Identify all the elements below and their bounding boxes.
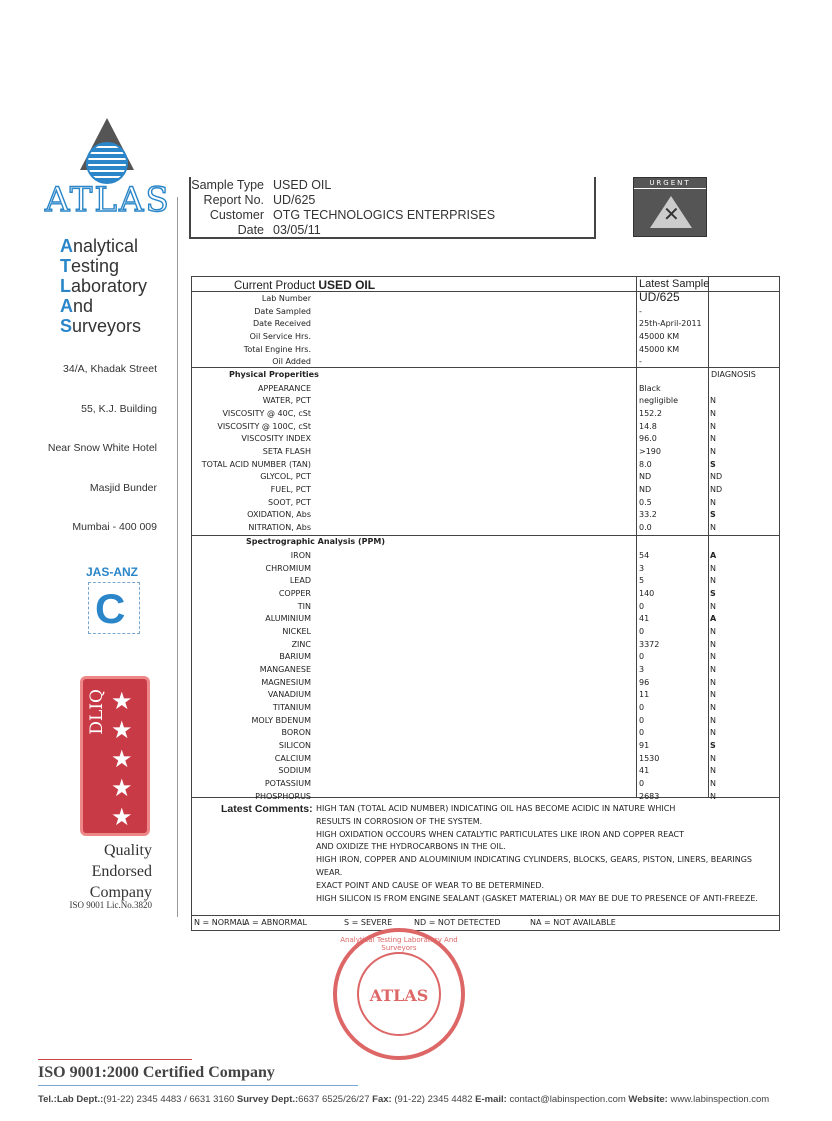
table-row	[192, 651, 779, 664]
row-diagnosis: N	[710, 702, 716, 712]
row-value: 33.2	[639, 510, 657, 520]
table-row	[192, 575, 779, 588]
iso-certified: ISO 9001:2000 Certified Company	[38, 1064, 275, 1081]
table-row	[192, 626, 779, 639]
latest-sample-header: Latest Sample	[639, 278, 710, 290]
row-value: ND	[639, 484, 652, 494]
row-value: 8.0	[639, 459, 652, 469]
row-diagnosis: N	[710, 434, 716, 444]
row-value: >190	[639, 446, 661, 456]
row-label: GLYCOL, PCT	[260, 472, 311, 482]
logo-text: ATLAS	[45, 180, 171, 220]
table-row	[192, 791, 779, 804]
row-label: SOOT, PCT	[268, 497, 311, 507]
table-row	[192, 727, 779, 740]
row-label: MAGNESIUM	[261, 677, 311, 687]
row-label: Lab Number	[261, 294, 311, 303]
row-diagnosis: N	[710, 563, 716, 573]
row-value: -	[639, 306, 642, 316]
row-value: 41	[639, 614, 650, 624]
table-row	[192, 306, 779, 319]
row-value: 0	[639, 601, 645, 611]
contact-label: Fax:	[372, 1094, 392, 1105]
row-label: OXIDATION, Abs	[247, 510, 311, 520]
row-label: VISCOSITY @ 100C, cSt	[217, 421, 311, 431]
row-diagnosis: N	[710, 728, 716, 738]
row-diagnosis: ND	[710, 484, 723, 494]
row-label: Total Engine Hrs.	[243, 344, 311, 354]
table-row	[192, 446, 779, 459]
table-row	[192, 356, 779, 369]
comment-line: RESULTS IN CORROSION OF THE SYSTEM.	[316, 816, 483, 826]
row-diagnosis: N	[710, 652, 716, 662]
row-value: 25th-April-2011	[639, 319, 702, 329]
rest: nd	[73, 296, 94, 316]
address-line: Mumbai - 400 009	[72, 521, 157, 533]
table-row	[192, 484, 779, 497]
contact-label: Tel.:Lab Dept.:	[38, 1094, 104, 1105]
row-label: ALUMINIUM	[265, 614, 311, 624]
contact-value: (91-22) 2345 4482	[391, 1094, 476, 1105]
contact-line	[38, 1094, 769, 1105]
row-value: 0	[639, 627, 645, 637]
row-label: BARIUM	[279, 652, 311, 662]
row-diagnosis: S	[710, 510, 716, 520]
initial: A	[60, 236, 73, 256]
divider	[38, 1059, 192, 1060]
header-label: Sample Type	[191, 178, 264, 192]
row-diagnosis: A	[710, 614, 717, 624]
row-label: MANGANESE	[259, 665, 311, 674]
diagnosis-header: DIAGNOSIS	[711, 370, 756, 379]
row-value: 96.0	[639, 434, 657, 444]
table-row	[192, 395, 779, 408]
globe-icon	[86, 142, 128, 184]
address-line: 55, K.J. Building	[81, 403, 157, 415]
table-row	[192, 408, 779, 421]
header-label: Date	[237, 223, 264, 237]
firm-line	[60, 316, 147, 336]
row-label: Oil Added	[272, 357, 311, 367]
row-label: LEAD	[289, 576, 311, 586]
row-label: TIN	[297, 601, 311, 611]
row-value: 3	[639, 665, 645, 674]
comments-label: Latest Comments:	[221, 803, 313, 815]
legend-item: S = SEVERE	[344, 918, 393, 927]
row-diagnosis: N	[710, 753, 716, 763]
row-value: 0.5	[639, 497, 652, 507]
row-label: PHOSPHORUS	[255, 791, 311, 801]
row-diagnosis: N	[710, 446, 716, 456]
row-value: 0	[639, 652, 645, 662]
stamp-ring-text: Analytical Testing Laboratory And Surveyors	[340, 936, 458, 952]
row-diagnosis: N	[710, 408, 716, 418]
row-diagnosis: N	[710, 421, 716, 431]
header-value: UD/625	[273, 193, 316, 207]
rest: esting	[71, 256, 120, 276]
row-value: 152.2	[639, 408, 662, 418]
table-row	[192, 509, 779, 522]
row-value: 14.8	[639, 421, 657, 431]
dliq-badge	[80, 676, 150, 836]
row-label: SILICON	[278, 740, 311, 750]
row-value: 3372	[639, 639, 660, 649]
table-row	[192, 740, 779, 753]
quality-text: Quality Endorsed Company	[89, 842, 152, 901]
table-row	[192, 639, 779, 652]
row-label: Date Received	[252, 319, 311, 329]
rest: aboratory	[71, 276, 148, 296]
row-label: Date Sampled	[254, 306, 311, 316]
table-row	[192, 715, 779, 728]
divider	[38, 1085, 358, 1086]
row-label: COPPER	[278, 589, 311, 599]
contact-label: Survey Dept.:	[236, 1094, 299, 1105]
table-row	[192, 601, 779, 614]
rest: nalytical	[73, 236, 139, 256]
row-diagnosis: N	[710, 766, 716, 776]
row-label: IRON	[290, 551, 311, 561]
row-value: 3	[639, 563, 645, 573]
jas-anz-c-icon: C	[95, 585, 126, 632]
row-value: 0	[639, 778, 645, 788]
row-value: -	[639, 357, 642, 367]
row-label: TITANIUM	[272, 702, 311, 712]
header-value: 03/05/11	[273, 223, 321, 237]
legend-item: NA = NOT AVAILABLE	[530, 918, 616, 927]
address-line: Masjid Bunder	[89, 482, 157, 494]
row-diagnosis: N	[710, 778, 716, 788]
row-value: 0	[639, 715, 645, 725]
table-row	[192, 421, 779, 434]
rest: urveyors	[72, 316, 142, 336]
row-diagnosis: N	[710, 639, 716, 649]
header-label: Customer	[209, 208, 264, 222]
row-label: VANADIUM	[267, 690, 311, 700]
header-value: USED OIL	[273, 178, 332, 192]
row-label: SETA FLASH	[262, 446, 311, 456]
row-diagnosis: S	[710, 459, 716, 469]
row-value: 45000 KM	[639, 344, 680, 354]
table-row	[192, 497, 779, 510]
table-row	[192, 522, 779, 535]
contact-value: www.labinspection.com	[667, 1094, 770, 1105]
table-row	[192, 318, 779, 331]
urgent-label: URGENT	[634, 178, 706, 189]
row-label: TOTAL ACID NUMBER (TAN)	[201, 459, 311, 469]
table-row	[192, 753, 779, 766]
row-diagnosis: N	[710, 791, 716, 801]
row-diagnosis: N	[710, 715, 716, 725]
legend-item: N = NORMAL	[194, 918, 247, 927]
row-value: 0	[639, 728, 645, 738]
row-label: APPEARANCE	[258, 383, 311, 393]
row-value: negligible	[639, 396, 679, 406]
row-label: VISCOSITY INDEX	[241, 434, 311, 444]
dliq-label: DLIQ	[87, 689, 107, 735]
row-label: SODIUM	[278, 766, 311, 776]
urgent-badge	[633, 177, 707, 237]
row-diagnosis: N	[710, 665, 716, 674]
comment-line: EXACT POINT AND CAUSE OF WEAR TO BE DETERMINED.	[316, 880, 545, 890]
row-value: 96	[639, 677, 650, 687]
header-label: Report No.	[203, 193, 264, 207]
x-icon: ✕	[663, 202, 680, 226]
firm-line	[60, 276, 147, 296]
comment-line: WEAR.	[316, 868, 343, 877]
table-row	[192, 344, 779, 357]
firm-line	[60, 256, 147, 276]
row-label: POTASSIUM	[264, 778, 311, 788]
row-value: 1530	[639, 753, 660, 763]
table-row	[192, 331, 779, 344]
table-row	[192, 471, 779, 484]
report-header	[189, 177, 596, 239]
row-label: WATER, PCT	[262, 396, 311, 406]
current-product: Current Product USED OIL	[234, 278, 376, 292]
comment-line: AND OXIDIZE THE HYDROCARBONS IN THE OIL.	[316, 842, 506, 852]
row-diagnosis: N	[710, 690, 716, 700]
header-value: OTG TECHNOLOGICS ENTERPRISES	[273, 208, 496, 222]
table-row	[192, 778, 779, 791]
jas-anz-label: JAS-ANZ	[86, 565, 139, 579]
row-label: ZINC	[291, 639, 311, 649]
contact-value: (91-22) 2345 4483 / 6631 3160	[103, 1094, 237, 1105]
firm-line	[60, 296, 147, 316]
comment-line: HIGH TAN (TOTAL ACID NUMBER) INDICATING OIL HAS BECOME ACIDIC IN NATURE WHICH	[316, 804, 676, 813]
table-row	[192, 702, 779, 715]
row-diagnosis: N	[710, 677, 716, 687]
row-label: Oil Service Hrs.	[249, 331, 311, 341]
row-value: 0.0	[639, 522, 652, 532]
initial: L	[60, 276, 71, 296]
row-diagnosis: S	[710, 589, 716, 599]
row-diagnosis: N	[710, 497, 716, 507]
row-value: 140	[639, 589, 655, 599]
lab-stamp	[333, 928, 465, 1060]
row-label: CHROMIUM	[265, 563, 311, 573]
initial: A	[60, 296, 73, 316]
spectro-title: Spectrographic Analysis (PPM)	[246, 537, 385, 546]
address-line: Near Snow White Hotel	[47, 442, 157, 454]
row-label: FUEL, PCT	[270, 484, 311, 494]
row-diagnosis: S	[710, 740, 716, 750]
stamp-text: ATLAS	[357, 952, 441, 1036]
row-value: 5	[639, 576, 645, 586]
row-value: 54	[639, 551, 650, 561]
legend-item: ND = NOT DETECTED	[414, 918, 501, 927]
row-value: 45000 KM	[639, 331, 680, 341]
firm-name	[60, 236, 147, 336]
table-row	[192, 588, 779, 601]
table-row	[192, 677, 779, 690]
row-diagnosis: ND	[710, 472, 723, 482]
row-diagnosis: N	[710, 601, 716, 611]
comment-line: HIGH SILICON IS FROM ENGINE SEALANT (GASKET MATERIAL) OR MAY BE DUE TO PRESENCE OF ANTI-FREEZE.	[316, 893, 758, 903]
initial: S	[60, 316, 73, 336]
row-label: NICKEL	[282, 627, 311, 637]
address-line: 34/A, Khadak Street	[63, 363, 157, 375]
table-row	[192, 563, 779, 576]
analysis-table	[191, 276, 780, 931]
comment-line: HIGH IRON, COPPER AND ALOUMINIUM INDICATING CYLINDERS, BLOCKS, GEARS, PISTON, LINERS, BEARINGS	[316, 855, 753, 865]
row-label: NITRATION, Abs	[248, 522, 311, 532]
firm-line	[60, 236, 147, 256]
row-label: BORON	[281, 728, 311, 738]
legend-item: A = ABNORMAL	[244, 918, 307, 927]
table-row	[192, 613, 779, 626]
row-value: 11	[639, 690, 650, 700]
table-row	[192, 664, 779, 677]
table-row	[192, 459, 779, 472]
lab-number: UD/625	[639, 290, 680, 304]
row-value: Black	[639, 383, 661, 393]
row-value: 2683	[639, 791, 660, 801]
table-row	[192, 689, 779, 702]
row-label: CALCIUM	[274, 753, 311, 763]
table-row	[192, 550, 779, 563]
row-value: 91	[639, 740, 650, 750]
comment-line: HIGH OXIDATION OCCOURS WHEN CATALYTIC PARTICULATES LIKE IRON AND COPPER REACT	[316, 829, 685, 839]
row-label: MOLY BDENUM	[251, 715, 311, 725]
row-diagnosis: N	[710, 522, 716, 532]
row-value: ND	[639, 472, 652, 482]
table-row	[192, 765, 779, 778]
star-icons: ★ ★ ★ ★ ★	[111, 687, 133, 831]
row-value: 0	[639, 702, 645, 712]
row-diagnosis: A	[710, 551, 717, 561]
row-diagnosis: N	[710, 576, 716, 586]
contact-value: contact@labinspection.com	[506, 1094, 629, 1105]
row-label: VISCOSITY @ 40C, cSt	[222, 408, 311, 418]
contact-label: E-mail:	[475, 1094, 507, 1105]
row-diagnosis: N	[710, 627, 716, 637]
row-diagnosis: N	[710, 396, 716, 406]
iso-license: ISO 9001 Lic.No.3820	[69, 900, 152, 910]
initial: T	[60, 256, 71, 276]
divider	[177, 197, 178, 917]
contact-value: 6637 6525/26/27	[298, 1094, 373, 1105]
contact-label: Website:	[628, 1094, 668, 1105]
table-row	[192, 383, 779, 396]
physical-title: Physical Properities	[229, 370, 319, 379]
table-row	[192, 433, 779, 446]
row-value: 41	[639, 766, 650, 776]
